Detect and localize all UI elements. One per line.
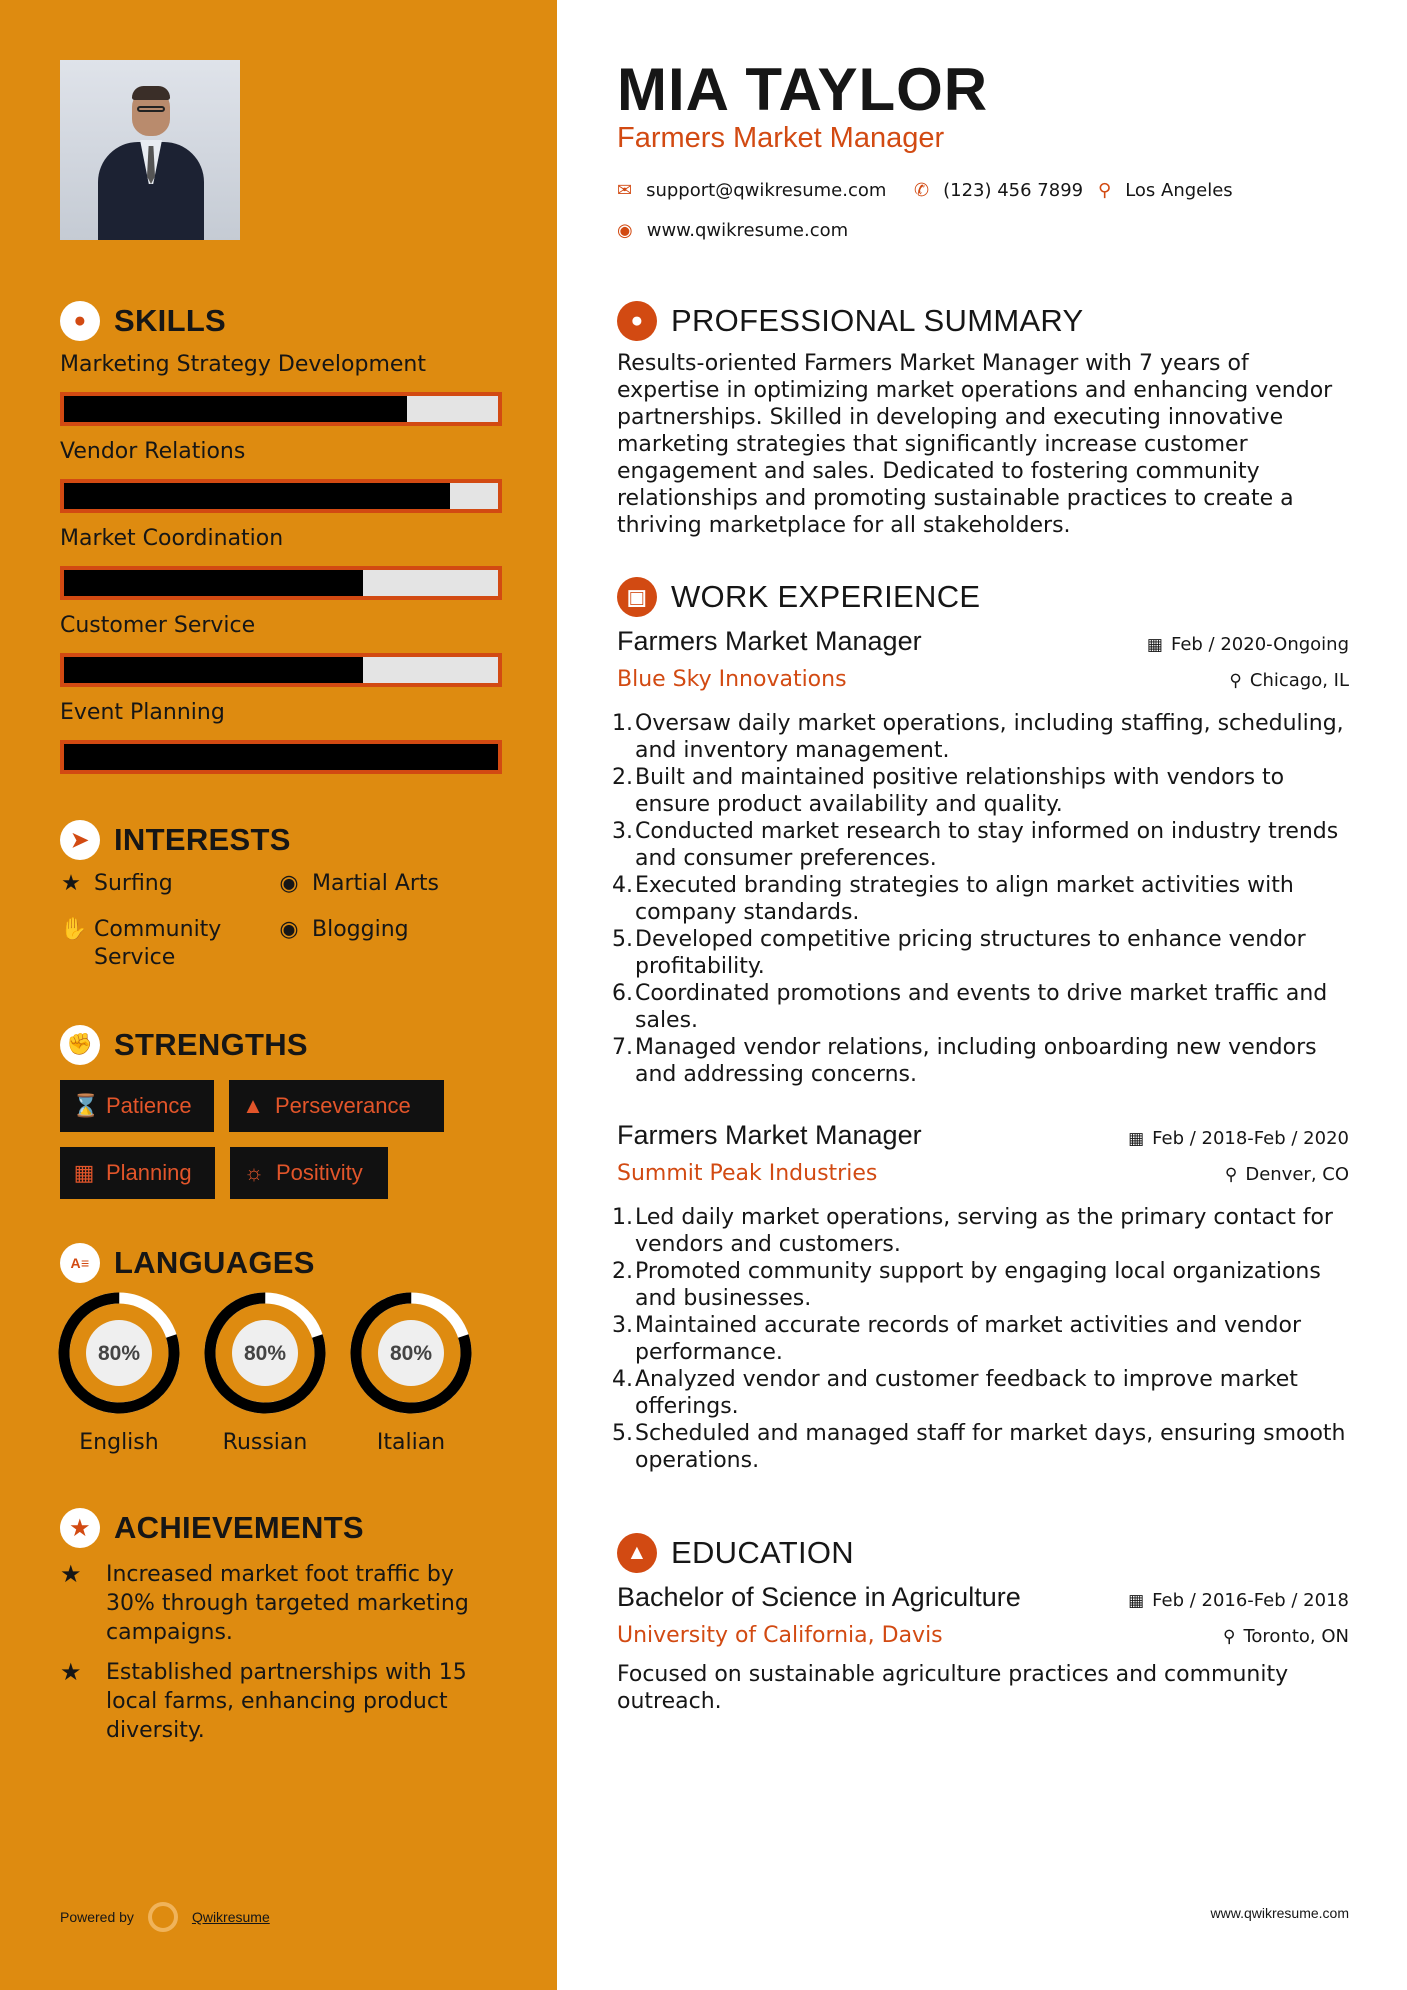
list-item: 5. Scheduled and managed staff for market days, ensuring smooth operations.	[612, 1421, 1346, 1473]
job-location: ⚲ Denver, CO	[1224, 1164, 1349, 1185]
strength-tag	[60, 1080, 214, 1132]
qwikresume-link[interactable]: Qwikresume	[191, 1909, 270, 1925]
summary-text: Results-oriented Farmers Market Manager with 7 years of expertise in optimizing market operations and enhancing vendor partnerships. Skilled in developing and executing innovative marketing strategies that significantly increase customer engagement and sales. Dedicated to fostering community relationships and promoting sustainable practices to create a thriving marketplace for all stakeholders.	[617, 351, 1333, 538]
job-header	[617, 1120, 1349, 1186]
strength-label: Perseverance	[275, 1093, 411, 1118]
education-school: University of California, Davis	[617, 1623, 943, 1648]
envelope-icon: ✉	[617, 180, 633, 201]
list-item: 5. Developed competitive pricing structures to enhance vendor profitability.	[612, 927, 1306, 979]
skill-item	[60, 611, 502, 687]
job-bullets	[612, 710, 1347, 1088]
qwikresume-logo-icon	[148, 1902, 178, 1932]
interest-label: Surfing	[94, 871, 173, 896]
interest-item	[278, 916, 409, 944]
website-text: www.qwikresume.com	[646, 220, 849, 241]
skill-item	[60, 698, 502, 774]
job-company: Summit Peak Industries	[617, 1161, 878, 1186]
lightbulb-icon: ●	[60, 301, 100, 341]
job-date: ▦ Feb / 2018-Feb / 2020	[1128, 1128, 1349, 1149]
job-role: Farmers Market Manager	[617, 1120, 922, 1150]
work-title: WORK EXPERIENCE	[671, 579, 981, 614]
paper-plane-icon: ➤	[60, 820, 100, 860]
language-icon: A≡	[60, 1243, 100, 1283]
users-icon: ◉	[279, 917, 299, 942]
skill-fill	[64, 657, 363, 683]
skill-bar	[60, 479, 502, 513]
education-header	[617, 1582, 1349, 1648]
list-item: 1. Led daily market operations, serving as the primary contact for vendors and customers.	[612, 1205, 1333, 1257]
interest-item	[60, 916, 221, 972]
interests-heading	[60, 820, 291, 860]
list-item: 3. Maintained accurate records of market activities and vendor performance.	[612, 1313, 1301, 1365]
education-heading	[617, 1533, 854, 1573]
skill-item	[60, 437, 502, 513]
language-item	[350, 1292, 472, 1455]
interest-label: Community Service	[94, 917, 222, 970]
skill-item	[60, 350, 502, 426]
profile-photo	[60, 60, 240, 240]
pin-icon: ⚲	[1229, 671, 1242, 691]
fist-icon: ✊	[60, 1025, 100, 1065]
sun-icon: ☼	[243, 1160, 265, 1185]
star-icon: ★	[60, 1658, 82, 1686]
skill-fill	[64, 396, 407, 422]
skill-bar	[60, 740, 502, 774]
language-name: English	[79, 1430, 159, 1455]
skill-item	[60, 524, 502, 600]
pin-icon: ⚲	[1223, 1627, 1236, 1647]
list-item: 7. Managed vendor relations, including onboarding new vendors and addressing concerns.	[612, 1035, 1317, 1087]
interest-item	[60, 870, 173, 898]
strength-tag	[60, 1147, 215, 1199]
job-header	[617, 626, 1349, 692]
list-item: 2. Promoted community support by engaging local organizations and businesses.	[612, 1259, 1321, 1311]
contact-website	[617, 220, 848, 241]
job-date: ▦ Feb / 2020-Ongoing	[1146, 634, 1349, 655]
interest-item	[278, 870, 439, 898]
language-percent: 80%	[97, 1342, 141, 1365]
powered-by	[60, 1902, 270, 1932]
skill-fill	[64, 483, 450, 509]
language-ring	[350, 1292, 472, 1414]
achievements-title: ACHIEVEMENTS	[114, 1510, 364, 1545]
candidate-name: MIA TAYLOR	[617, 56, 989, 123]
calendar-icon: ▦	[1128, 1129, 1145, 1149]
strengths-heading	[60, 1025, 308, 1065]
job-company: Blue Sky Innovations	[617, 667, 847, 692]
job-role: Farmers Market Manager	[617, 626, 922, 656]
job-bullets	[612, 1204, 1347, 1474]
language-item	[204, 1292, 326, 1455]
list-item: 6. Coordinated promotions and events to drive market traffic and sales.	[612, 981, 1328, 1033]
interest-label: Martial Arts	[312, 871, 440, 896]
road-icon: ▲	[242, 1093, 264, 1118]
calendar-icon: ▦	[73, 1160, 95, 1185]
interests-title: INTERESTS	[114, 822, 291, 857]
skill-label: Market Coordination	[60, 526, 284, 551]
powered-by-label: Powered by	[60, 1909, 134, 1925]
globe-icon: ◉	[617, 220, 633, 241]
interest-label: Blogging	[312, 917, 409, 942]
achievements-heading	[60, 1508, 364, 1548]
language-percent: 80%	[389, 1342, 433, 1365]
contact-email	[617, 180, 886, 201]
contact-location	[1098, 180, 1233, 201]
strength-label: Positivity	[276, 1160, 363, 1185]
skill-label: Vendor Relations	[60, 439, 246, 464]
skill-fill	[64, 570, 363, 596]
skill-bar	[60, 566, 502, 600]
contact-phone	[914, 180, 1083, 201]
footer-url: www.qwikresume.com	[1210, 1905, 1349, 1921]
strength-label: Patience	[106, 1093, 192, 1118]
star-award-icon: ★	[60, 1508, 100, 1548]
job-location: ⚲ Chicago, IL	[1229, 670, 1349, 691]
languages-heading	[60, 1243, 315, 1283]
summary-heading	[617, 301, 1084, 341]
email-text: support@qwikresume.com	[646, 180, 887, 201]
achievement-item	[60, 1658, 490, 1745]
skill-bar	[60, 653, 502, 687]
list-item: 1. Oversaw daily market operations, including staffing, scheduling, and inventory management.	[612, 711, 1344, 763]
list-item: 4. Analyzed vendor and customer feedback to improve market offerings.	[612, 1367, 1298, 1419]
pin-icon: ⚲	[1224, 1165, 1238, 1185]
star-icon: ★	[60, 1560, 82, 1588]
language-name: Russian	[222, 1430, 308, 1455]
hand-icon: ✋	[60, 917, 88, 942]
user-icon: ●	[617, 301, 657, 341]
education-location: ⚲ Toronto, ON	[1223, 1626, 1349, 1647]
list-item: 4. Executed branding strategies to align market activities with company standards.	[612, 873, 1294, 925]
language-ring	[58, 1292, 180, 1414]
skill-label: Event Planning	[60, 700, 225, 725]
briefcase-icon: ▣	[617, 577, 657, 617]
achievement-text: Increased market foot traffic by 30% through targeted marketing campaigns.	[106, 1562, 469, 1645]
location-text: Los Angeles	[1125, 180, 1233, 201]
strength-label: Planning	[106, 1160, 192, 1185]
sidebar	[0, 0, 557, 1990]
calendar-icon: ▦	[1146, 635, 1163, 655]
education-date: ▦ Feb / 2016-Feb / 2018	[1128, 1590, 1349, 1611]
map-pin-icon: ⚲	[1098, 180, 1112, 201]
star-icon: ★	[61, 871, 81, 896]
language-ring	[204, 1292, 326, 1414]
candidate-title: Farmers Market Manager	[617, 122, 945, 154]
strengths-title: STRENGTHS	[114, 1027, 308, 1062]
skill-label: Customer Service	[60, 613, 256, 638]
education-title: EDUCATION	[671, 1535, 854, 1570]
achievement-text: Established partnerships with 15 local farms, enhancing product diversity.	[106, 1660, 467, 1743]
skills-heading	[60, 301, 226, 341]
strength-tag	[230, 1147, 388, 1199]
summary-title: PROFESSIONAL SUMMARY	[671, 303, 1084, 338]
list-item: 3. Conducted market research to stay informed on industry trends and consumer preferences.	[612, 819, 1339, 871]
skill-fill	[64, 744, 498, 770]
language-item	[58, 1292, 180, 1455]
globe-icon: ◉	[279, 871, 299, 896]
phone-text: (123) 456 7899	[943, 180, 1084, 201]
phone-icon: ✆	[914, 180, 930, 201]
skill-label: Marketing Strategy Development	[60, 352, 426, 377]
graduate-icon: ▲	[617, 1533, 657, 1573]
languages-title: LANGUAGES	[114, 1245, 315, 1280]
hourglass-icon: ⌛	[72, 1093, 100, 1118]
language-name: Italian	[376, 1430, 446, 1455]
list-item: 2. Built and maintained positive relationships with vendors to ensure product availability and quality.	[612, 765, 1285, 817]
skill-bar	[60, 392, 502, 426]
work-heading	[617, 577, 980, 617]
strength-tag	[229, 1080, 444, 1132]
education-degree: Bachelor of Science in Agriculture	[617, 1582, 1021, 1612]
achievement-item	[60, 1560, 490, 1647]
calendar-icon: ▦	[1128, 1591, 1145, 1611]
language-percent: 80%	[243, 1342, 287, 1365]
education-description: Focused on sustainable agriculture practices and community outreach.	[617, 1662, 1289, 1714]
skills-title: SKILLS	[114, 303, 227, 338]
